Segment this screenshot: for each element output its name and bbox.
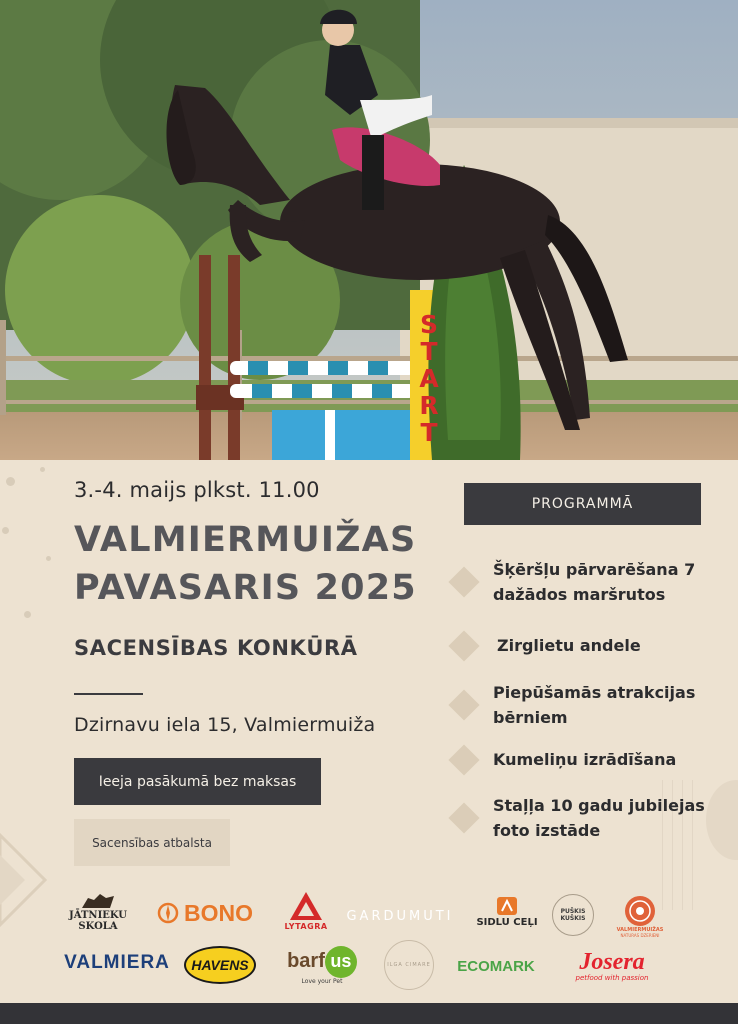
- diamond-bullet-icon: [448, 630, 479, 661]
- diamond-bullet-icon: [448, 802, 479, 833]
- sponsor-logo-josera: [562, 946, 662, 986]
- event-subtitle: SACENSĪBAS KONKŪRĀ: [74, 636, 358, 660]
- program-item-text: [493, 680, 695, 730]
- program-item: [448, 557, 733, 607]
- sponsor-logo-valmiera: [64, 950, 170, 976]
- diamond-bullet-icon: [448, 689, 479, 720]
- program-item-line: Šķēršļu pārvarēšana 7: [493, 560, 696, 579]
- program-item: [448, 793, 733, 843]
- ecomark-text: ECOMARK: [457, 957, 535, 975]
- sponsor-logo-barfus: [278, 944, 366, 986]
- program-item: [448, 680, 733, 730]
- barfus-wordmark: [287, 946, 357, 978]
- us-text: us: [325, 946, 357, 978]
- sponsor-logo-bono: [147, 898, 262, 928]
- event-title-line1: VALMIERMUIŽAS: [74, 520, 417, 560]
- program-item-line: bērniem: [493, 708, 568, 727]
- deco-dot: [2, 527, 9, 534]
- diamond-bullet-icon: [448, 566, 479, 597]
- event-address: Dzirnavu iela 15, Valmiermuiža: [74, 714, 376, 736]
- divider: [74, 693, 143, 695]
- valmiera-text: VALMIERA: [64, 952, 170, 973]
- start-sign: [410, 294, 448, 460]
- sponsors-label: Sacensības atbalsta: [74, 819, 230, 866]
- program-item-line: dažādos maršrutos: [493, 585, 666, 604]
- barfus-tagline: Love your Pet: [301, 977, 343, 985]
- event-date: 3.-4. maijs plkst. 11.00: [74, 478, 320, 502]
- sponsor-logo-valmiermuizas: [612, 890, 668, 942]
- sidlu-text: SIDLU CEĻI: [476, 916, 538, 928]
- jatnieku-text-line1: JĀTNIEKU: [69, 910, 127, 921]
- sponsor-logo-sidlu-celi: [470, 888, 544, 934]
- hero-photo: [0, 0, 738, 460]
- program-item-line: Staļļa 10 gadu jubilejas: [493, 796, 705, 815]
- kuskis-text: KUŠKIS: [560, 915, 586, 922]
- program-item-text: [493, 557, 695, 607]
- program-item: [448, 633, 733, 658]
- josera-text: Josera: [579, 949, 645, 975]
- footer-bar: [0, 1003, 738, 1024]
- program-item: [448, 747, 733, 772]
- sponsor-logo-lytagra: [280, 886, 332, 934]
- jatnieku-text-line2: SKOLA: [78, 921, 118, 932]
- bono-text: BONO: [184, 899, 253, 926]
- program-item-line: Kumeliņu izrādīšana: [493, 750, 677, 769]
- program-item-line: Zirglietu andele: [497, 636, 641, 655]
- program-item-text: [497, 633, 641, 658]
- havens-text: HAVENS: [191, 957, 249, 973]
- event-title-line2: PAVASARIS 2025: [74, 568, 417, 608]
- sponsor-logo-ilga-cimare: [384, 940, 434, 990]
- diamond-bullet-icon: [448, 744, 479, 775]
- valmiermuizas-text-line2: NATURAS DZERIENI: [620, 932, 660, 938]
- valmiermuizas-text-line1: VALMIERMUIŽAS: [616, 926, 664, 933]
- start-sign-text: START: [414, 309, 444, 445]
- josera-tagline: petfood with passion: [575, 974, 649, 982]
- sponsor-logo-ecomark: [448, 954, 544, 978]
- program-item-line: foto izstāde: [493, 821, 601, 840]
- sponsor-logo-gardumuti: [340, 904, 460, 928]
- deco-dot: [24, 611, 31, 618]
- sponsor-logo-havens: [184, 946, 256, 984]
- deco-dot: [46, 556, 51, 561]
- sponsor-logo-puskis-kuskis: [552, 894, 594, 936]
- deco-chevron: [0, 820, 50, 940]
- barf-text: barf: [287, 950, 325, 972]
- puskis-text: PUŠKIS: [560, 908, 586, 915]
- horse-rider-icon: [78, 890, 118, 910]
- ilga-cimare-text: ILGA CIMARE: [387, 962, 431, 968]
- sponsor-logo-jatnieku-skola: [62, 884, 134, 938]
- sidlu-road-icon: [494, 895, 520, 917]
- free-entry-badge: Ieeja pasākumā bez maksas: [74, 758, 321, 805]
- program-item-text: [493, 747, 676, 772]
- lytagra-text: LYTAGRA: [284, 921, 328, 931]
- bono-flower-icon: [156, 902, 180, 924]
- event-title: [74, 516, 454, 612]
- program-item-line: Piepūšamās atrakcijas: [493, 683, 696, 702]
- deco-dot: [40, 467, 45, 472]
- program-item-text: [493, 793, 705, 843]
- lytagra-triangle-icon: [288, 890, 324, 922]
- deco-dot: [6, 477, 15, 486]
- show-jumping-photo: [0, 0, 738, 460]
- gardumuti-text: GARDUMUTI: [346, 908, 454, 924]
- program-header: PROGRAMMĀ: [464, 483, 701, 525]
- valmiermuiza-seal-icon: [624, 895, 656, 927]
